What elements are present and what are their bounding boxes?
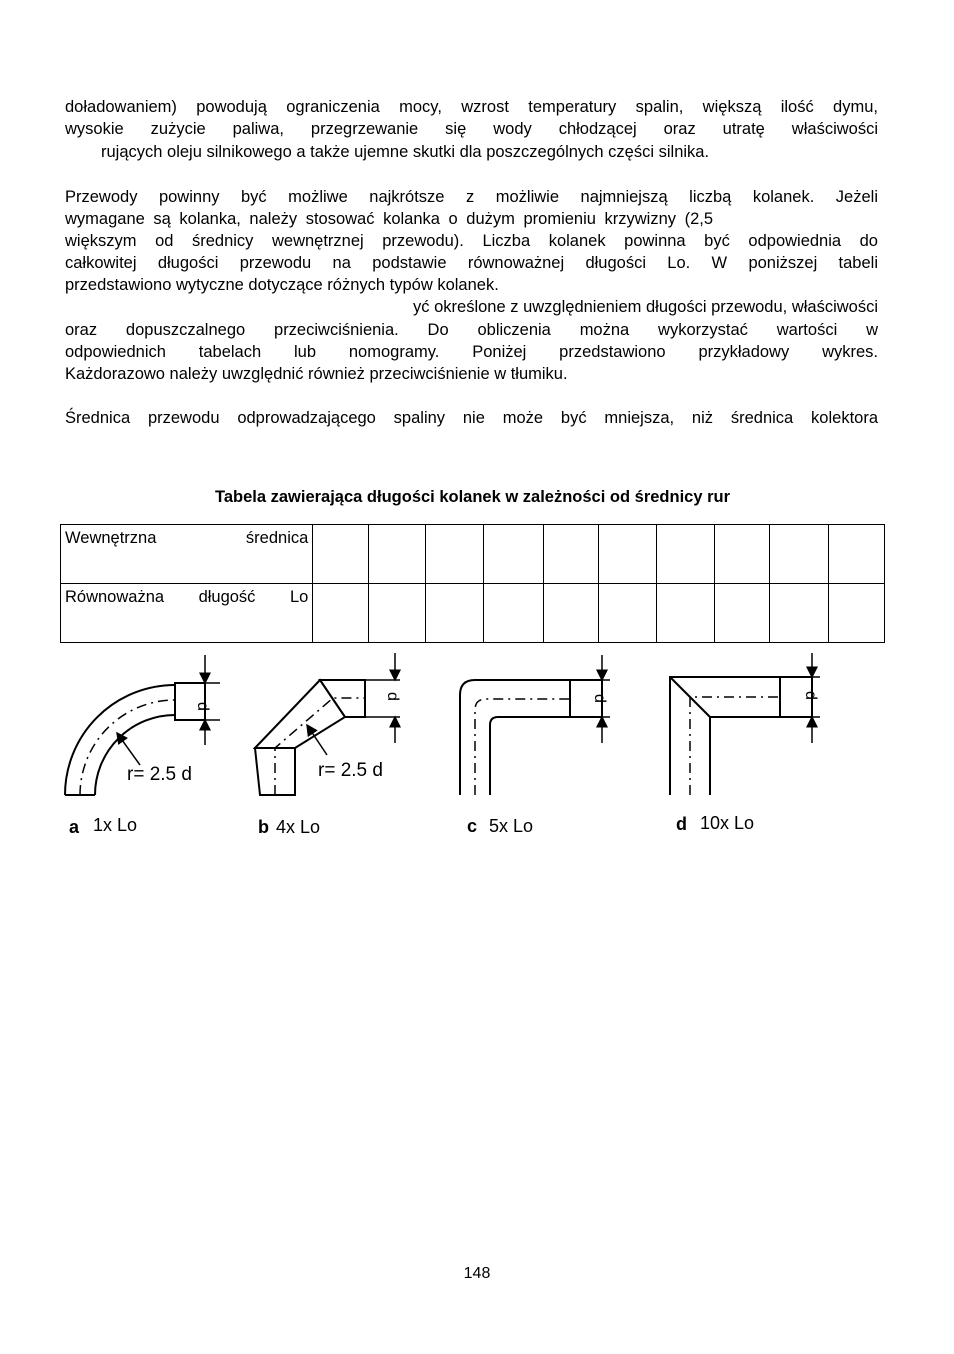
table-cell xyxy=(598,525,656,584)
table-cell xyxy=(828,584,884,643)
elbow-c-diagram xyxy=(460,655,610,795)
caption-a xyxy=(69,815,137,837)
table-cell xyxy=(769,525,828,584)
table-cell xyxy=(714,584,769,643)
elbow-d-diagram xyxy=(670,653,820,795)
table-cell xyxy=(369,584,426,643)
para2-line-2: wymagane są kolanka, należy stosować kolanka o dużym promieniu krzywizny (2,5 xyxy=(65,210,714,228)
table-cell xyxy=(313,525,369,584)
para3-line-1: Średnica przewodu odprowadzającego spaliny nie może być mniejsza, niż średnica kolektora xyxy=(65,409,878,427)
caption-d-text: 10x Lo xyxy=(700,813,755,833)
para2-line-1: Przewody powinny być możliwe najkrótsze z możliwie najmniejszą liczbą kolanek. Jeżeli xyxy=(65,188,878,206)
para2-line-5: przedstawiono wytyczne dotyczące różnych typów kolanek. xyxy=(65,276,499,294)
table-cell xyxy=(484,525,543,584)
elbow-types-figure xyxy=(55,645,855,845)
caption-b xyxy=(258,817,320,837)
table-cell xyxy=(426,584,484,643)
para2-line-7: oraz dopuszczalnego przeciwciśnienia. Do obliczenia można wykorzystać wartości w xyxy=(65,321,878,339)
caption-c-text: 5x Lo xyxy=(489,816,534,836)
table-cell xyxy=(484,584,543,643)
table-cell xyxy=(543,584,598,643)
para1-line-2: wysokie zużycie paliwa, przegrzewanie się wody chłodzącej oraz utratę właściwości xyxy=(65,120,878,138)
caption-c xyxy=(467,816,533,836)
caption-c-letter: c xyxy=(467,816,478,836)
table-cell xyxy=(828,525,884,584)
para2-line-8: odpowiednich tabelach lub nomogramy. Poniżej przedstawiono przykładowy wykres. xyxy=(65,343,878,361)
table-cell xyxy=(598,584,656,643)
table-cell xyxy=(714,525,769,584)
para2-line-3: większym od średnicy wewnętrznej przewodu). Liczba kolanek powinna być odpowiednia do xyxy=(65,232,878,250)
diameter-label-c: d xyxy=(591,694,608,703)
table-row-diameter xyxy=(61,525,885,584)
caption-b-letter: b xyxy=(258,817,269,837)
caption-a-text: 1x Lo xyxy=(93,815,138,835)
para1-line-3: rujących oleju silnikowego a także ujemne skutki dla poszczególnych części silnika. xyxy=(101,143,710,161)
diameter-label-a: d xyxy=(194,702,211,711)
diameter-label-b: d xyxy=(384,692,401,701)
caption-a-letter: a xyxy=(69,817,80,837)
table-cell xyxy=(313,584,369,643)
caption-d xyxy=(676,813,754,834)
table-cell xyxy=(656,584,714,643)
table-cell xyxy=(426,525,484,584)
table-row-length xyxy=(61,584,885,643)
row-label-diameter: Wewnętrzna średnica xyxy=(61,525,313,584)
table-cell xyxy=(369,525,426,584)
radius-label-a: r= 2.5 d xyxy=(127,764,192,785)
page-number: 148 xyxy=(463,1265,491,1282)
row-label-length: Równoważna długość Lo xyxy=(61,584,313,643)
caption-d-letter: d xyxy=(676,814,687,834)
para1-line-1: doładowaniem) powodują ograniczenia mocy, wzrost temperatury spalin, większą ilość dymu, xyxy=(65,98,878,116)
diameter-label-d: d xyxy=(802,691,819,700)
table-cell xyxy=(769,584,828,643)
table-cell xyxy=(656,525,714,584)
table-cell xyxy=(543,525,598,584)
para2-line-4: całkowitej długości przewodu na podstawie równoważnej długości Lo. W poniższej tabeli xyxy=(65,254,878,272)
radius-label-b: r= 2.5 d xyxy=(318,760,383,781)
elbow-length-table xyxy=(60,524,885,643)
caption-b-text: 4x Lo xyxy=(276,817,321,837)
para2-line-9: Każdorazowo należy uwzględnić również przeciwciśnienie w tłumiku. xyxy=(65,365,568,383)
para2-line-6: yć określone z uwzględnieniem długości przewodu, właściwości xyxy=(413,298,878,316)
table-title: Tabela zawierająca długości kolanek w zależności od średnicy rur xyxy=(214,488,731,506)
